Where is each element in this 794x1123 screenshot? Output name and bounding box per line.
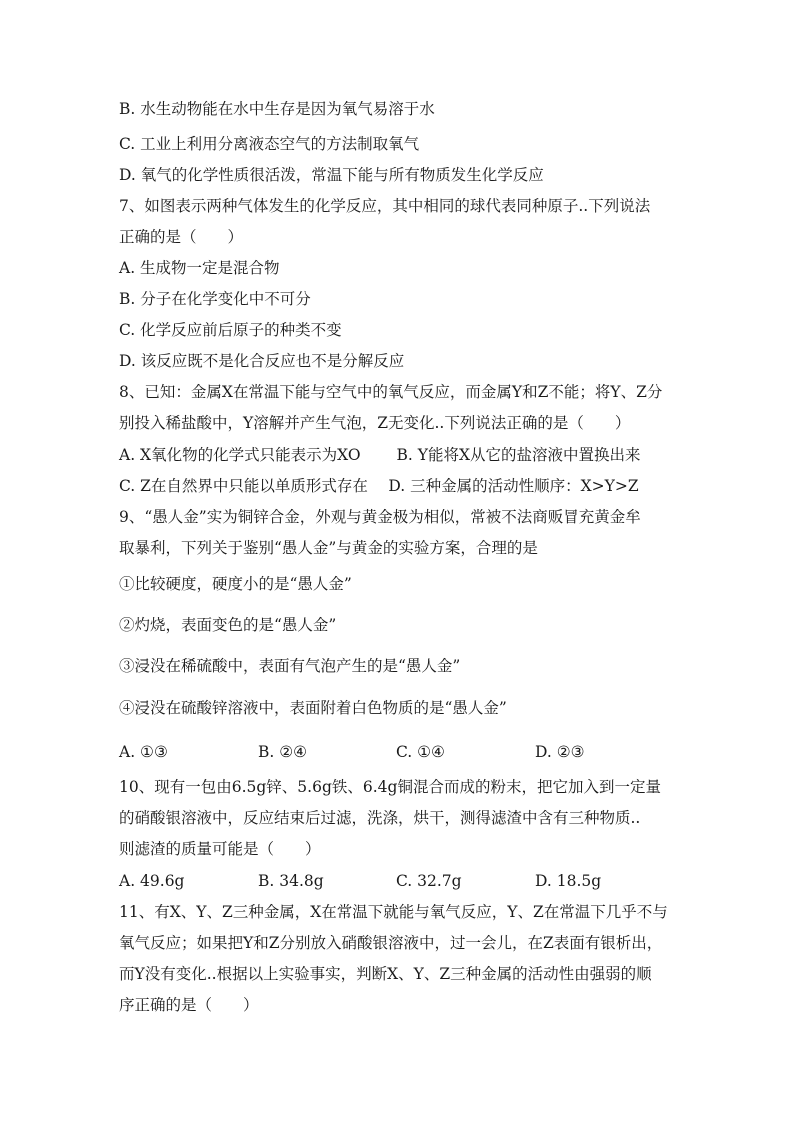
q11-stem-line1: 11、有X、Y、Z三种金属，X在常温下就能与氧气反应，Y、Z在常温下几乎不与 bbox=[119, 903, 668, 921]
q8-stem-line2: 别投入稀盐酸中，Y溶解并产生气泡，Z无变化..下列说法正确的是（ ） bbox=[119, 414, 631, 432]
q10-option-d: D. 18.5g bbox=[535, 872, 602, 890]
q10-option-a: A. 49.6g bbox=[119, 872, 185, 890]
q9-option-c: C. ①④ bbox=[396, 743, 445, 761]
q7-stem-line2: 正确的是（ ） bbox=[119, 228, 244, 246]
q7-option-d: D. 该反应既不是化合反应也不是分解反应 bbox=[119, 352, 405, 370]
q8-options-ab: A. X氧化物的化学式只能表示为XO B. Y能将X从它的盐溶液中置换出来 bbox=[119, 446, 641, 464]
q9-stem-line2: 取暴利，下列关于鉴别“愚人金”与黄金的实验方案，合理的是 bbox=[119, 539, 538, 557]
q6-option-d: D. 氧气的化学性质很活泼，常温下能与所有物质发生化学反应 bbox=[119, 166, 544, 184]
q9-option-d: D. ②③ bbox=[535, 743, 585, 761]
q7-stem-line1: 7、如图表示两种气体发生的化学反应，其中相同的球代表同种原子..下列说法 bbox=[119, 197, 651, 215]
q7-option-c: C. 化学反应前后原子的种类不变 bbox=[119, 321, 342, 339]
q7-option-a: A. 生成物一定是混合物 bbox=[119, 259, 280, 277]
q6-option-c: C. 工业上利用分离液态空气的方法制取氧气 bbox=[119, 135, 420, 153]
q10-option-b: B. 34.8g bbox=[258, 872, 324, 890]
q11-stem-line4: 序正确的是（ ） bbox=[119, 996, 259, 1014]
q10-option-c: C. 32.7g bbox=[396, 872, 462, 890]
q8-options-cd: C. Z在自然界中只能以单质形式存在 D. 三种金属的活动性顺序：X>Y>Z bbox=[119, 477, 639, 495]
q11-stem-line3: 而Y没有变化..根据以上实验事实，判断X、Y、Z三种金属的活动性由强弱的顺 bbox=[119, 965, 652, 983]
q9-option-b: B. ②④ bbox=[258, 743, 308, 761]
q10-stem-line1: 10、现有一包由6.5g锌、5.6g铁、6.4g铜混合而成的粉末，把它加入到一定量 bbox=[119, 778, 661, 796]
q8-stem-line1: 8、已知：金属X在常温下能与空气中的氧气反应，而金属Y和Z不能；将Y、Z分 bbox=[119, 383, 663, 401]
q9-item-1: ①比较硬度，硬度小的是“愚人金” bbox=[119, 575, 352, 593]
q9-item-2: ②灼烧，表面变色的是“愚人金” bbox=[119, 616, 337, 634]
q10-stem-line3: 则滤渣的质量可能是（ ） bbox=[119, 840, 321, 858]
q9-stem-line1: 9、“愚人金”实为铜锌合金，外观与黄金极为相似，常被不法商贩冒充黄金牟 bbox=[119, 508, 641, 526]
q6-option-b: B. 水生动物能在水中生存是因为氧气易溶于水 bbox=[119, 100, 435, 118]
q10-stem-line2: 的硝酸银溶液中，反应结束后过滤，洗涤，烘干，测得滤渣中含有三种物质.. bbox=[119, 809, 641, 827]
q9-item-3: ③浸没在稀硫酸中，表面有气泡产生的是“愚人金” bbox=[119, 657, 461, 675]
q11-stem-line2: 氧气反应；如果把Y和Z分别放入硝酸银溶液中，过一会儿，在Z表面有银析出， bbox=[119, 934, 663, 952]
q7-option-b: B. 分子在化学变化中不可分 bbox=[119, 290, 311, 308]
q9-item-4: ④浸没在硫酸锌溶液中，表面附着白色物质的是“愚人金” bbox=[119, 699, 507, 717]
q9-option-a: A. ①③ bbox=[119, 743, 168, 761]
